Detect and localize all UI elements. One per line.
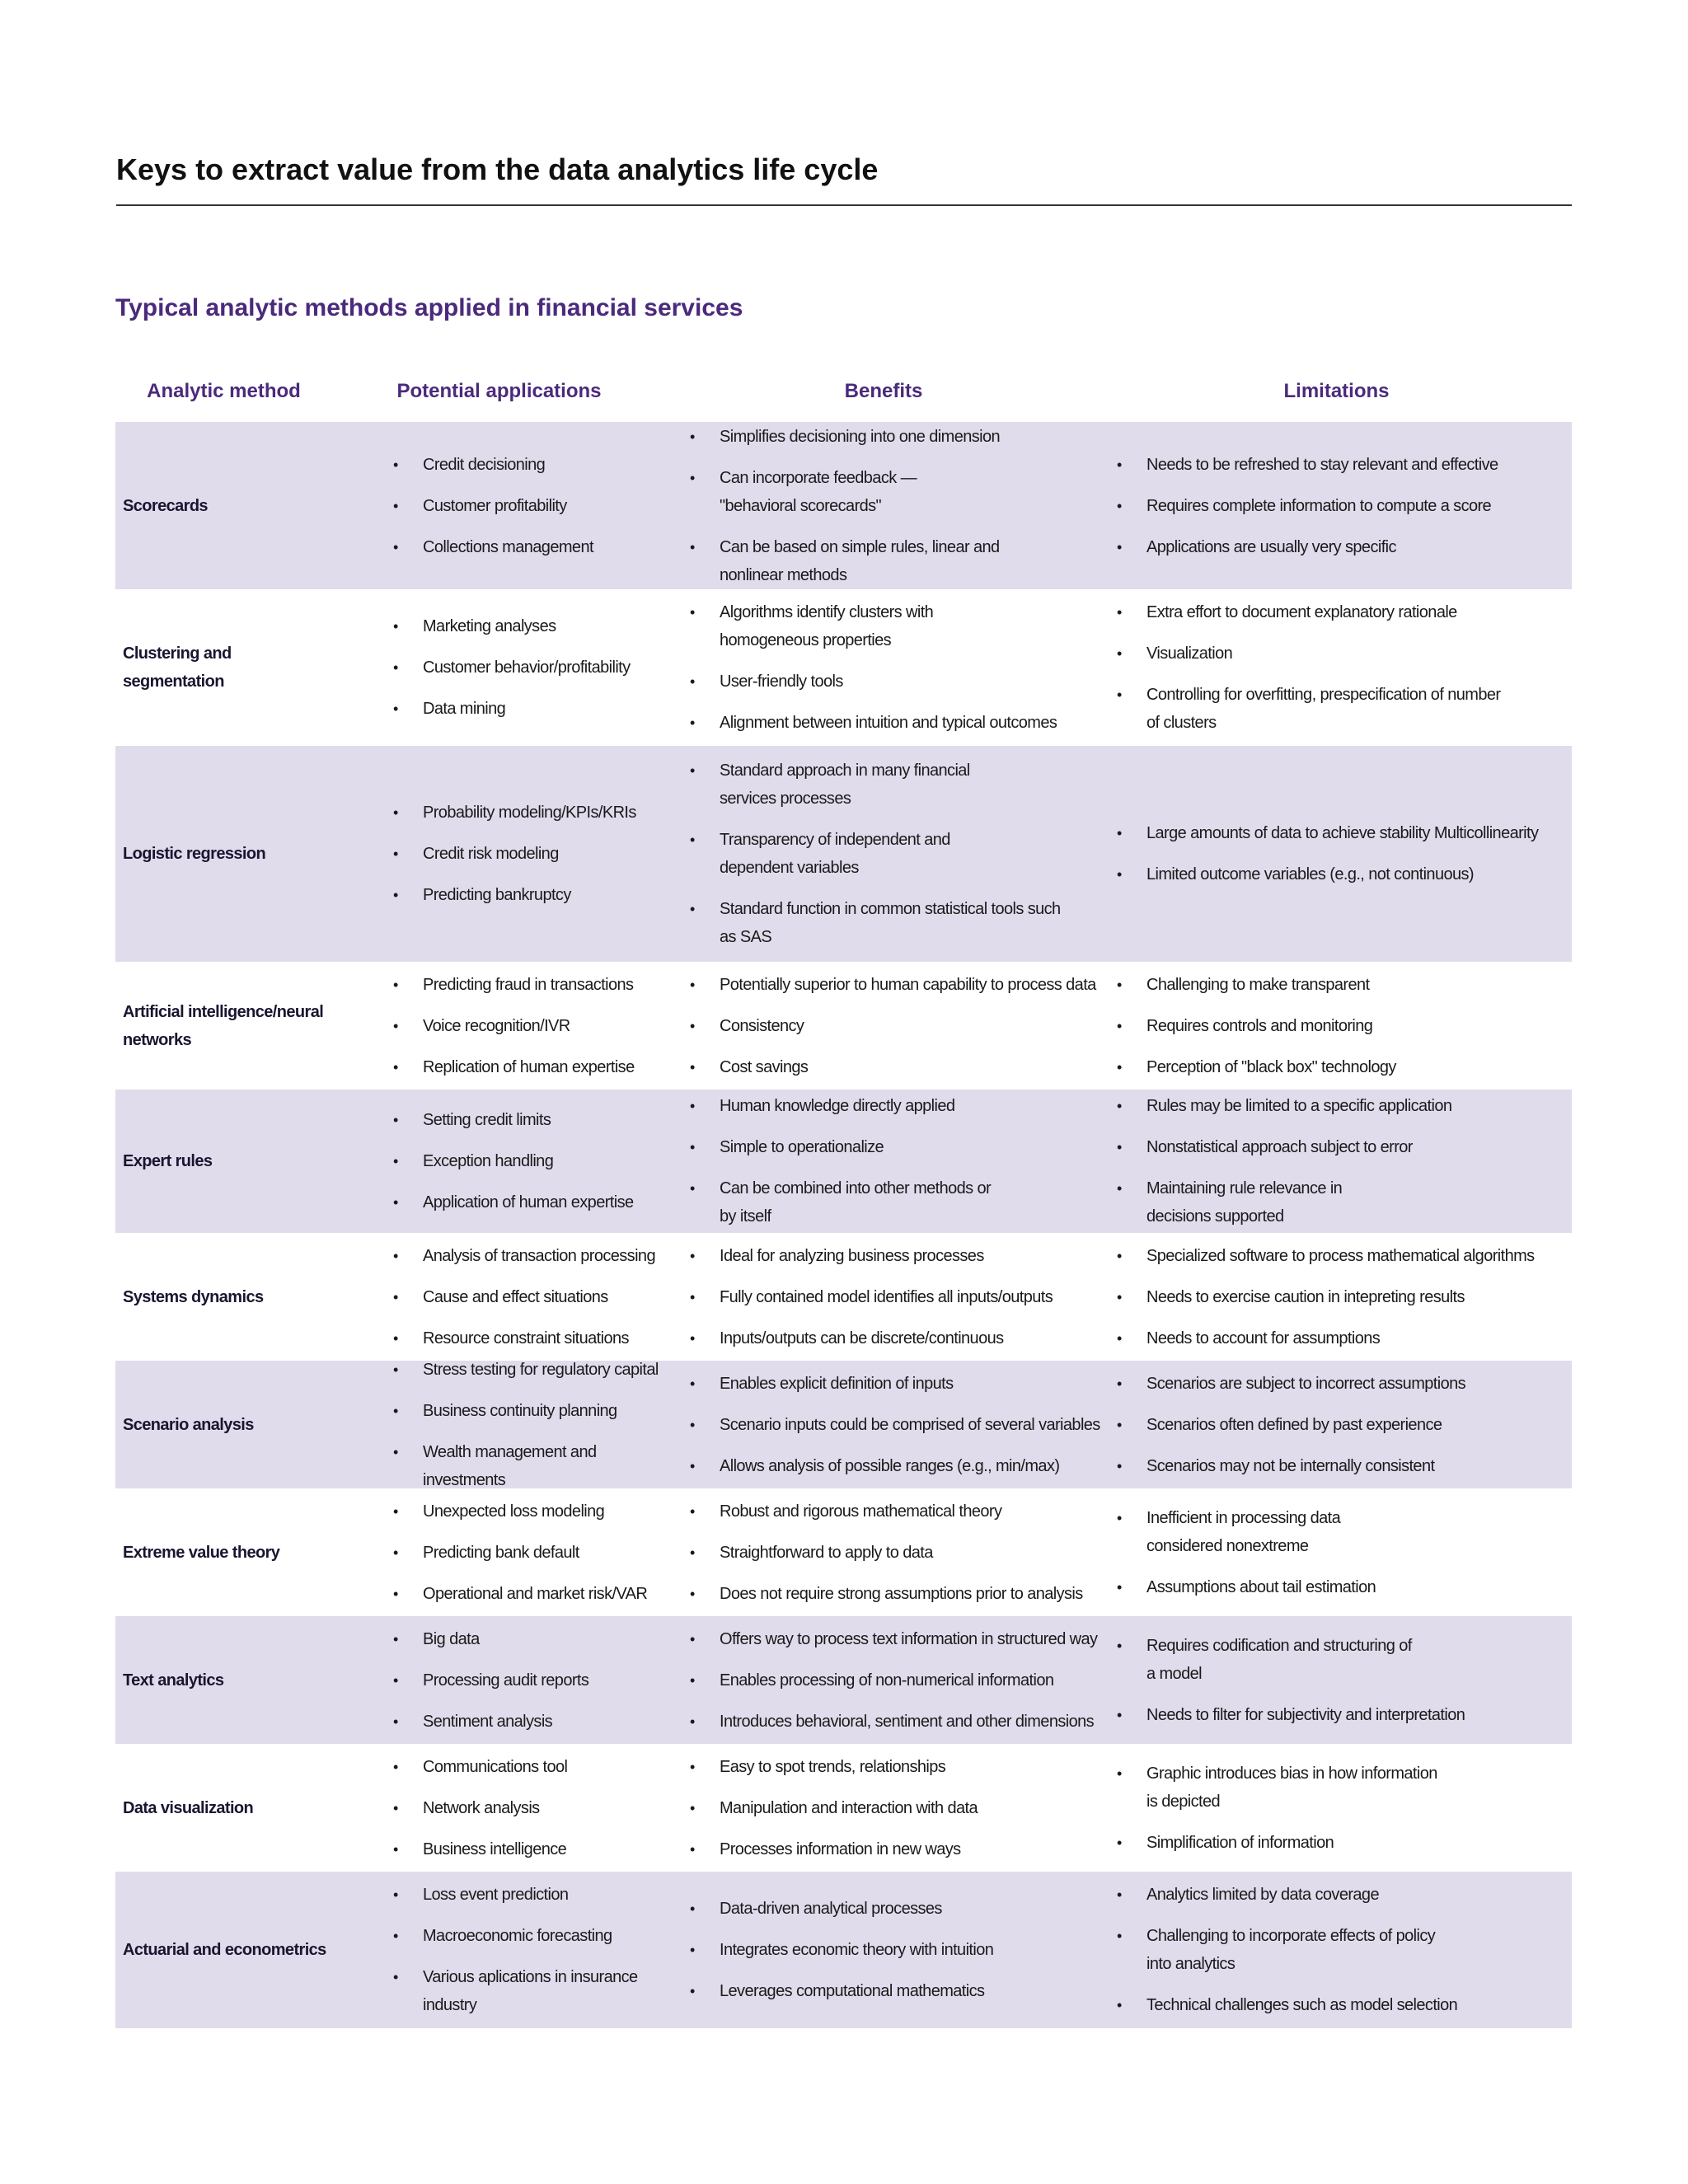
limitation-list-cell [1101,819,1572,888]
table-header [115,361,1572,422]
benefit-item: • Simple to operationalize [720,1133,1101,1161]
benefit-item: • Robust and rigorous mathematical theory [720,1497,1101,1526]
table-row [115,1616,1572,1744]
application-item: • Replication of human expertise [423,1053,666,1081]
benefit-item: • Standard approach in many financial services processes [720,757,1101,813]
benefit-list-cell [666,1242,1101,1352]
application-list [332,612,666,723]
limitation-list-cell [1101,598,1572,737]
limitation-item: • Nonstatistical approach subject to error [1146,1133,1572,1161]
benefit-item: • Manipulation and interaction with data [720,1794,1101,1822]
limitation-item: • Analytics limited by data coverage [1146,1881,1572,1909]
limitation-item: • Inefficient in processing data considered nonextreme [1146,1504,1572,1560]
limitation-list [1101,1632,1572,1729]
application-item: • Collections management [423,533,666,561]
limitation-item: • Scenarios may not be internally consistent [1146,1452,1572,1480]
limitation-item: • Rules may be limited to a specific application [1146,1092,1572,1120]
limitation-list [1101,598,1572,737]
table-row [115,746,1572,962]
limitation-item: • Scenarios are subject to incorrect assumptions [1146,1370,1572,1398]
limitation-list-cell [1101,1760,1572,1857]
benefit-item: • Enables explicit definition of inputs [720,1370,1101,1398]
methods-table [115,361,1572,2028]
method-name: Extreme value theory [123,1543,280,1562]
limitation-item: • Challenging to incorporate effects of policy into analytics [1146,1922,1572,1978]
table-row [115,1361,1572,1488]
limitation-item: • Limited outcome variables (e.g., not continuous) [1146,860,1572,888]
application-item: • Unexpected loss modeling [423,1497,666,1526]
benefit-list [666,423,1101,589]
application-item: • Business intelligence [423,1835,666,1863]
application-item: • Marketing analyses [423,612,666,640]
benefit-list-cell [666,1625,1101,1736]
table-row [115,1233,1572,1361]
limitation-list-cell [1101,1092,1572,1230]
limitation-item: • Needs to exercise caution in intepreting results [1146,1283,1572,1311]
application-list [332,1753,666,1863]
column-header-benefits: Benefits [844,380,923,402]
benefit-list [666,1753,1101,1863]
benefit-item: • Fully contained model identifies all inputs/outputs [720,1283,1101,1311]
limitation-list [1101,1760,1572,1857]
limitation-item: • Scenarios often defined by past experience [1146,1411,1572,1439]
benefit-item: • Allows analysis of possible ranges (e.g., min/max) [720,1452,1101,1480]
benefit-list-cell [666,971,1101,1081]
limitation-list [1101,971,1572,1081]
table-body [115,422,1572,2028]
application-item: • Loss event prediction [423,1881,666,1909]
limitation-item: • Requires controls and monitoring [1146,1012,1572,1040]
column-header-limitations: Limitations [1283,380,1390,402]
application-item: • Credit decisioning [423,451,666,479]
benefit-item: • Can incorporate feedback — "behavioral scorecards" [720,464,1101,520]
column-header-method: Analytic method [147,380,301,402]
table-row [115,589,1572,746]
application-item: • Macroeconomic forecasting [423,1922,666,1950]
table-row [115,1744,1572,1872]
limitation-item: • Assumptions about tail estimation [1146,1573,1572,1601]
benefit-item: • Integrates economic theory with intuition [720,1936,1101,1964]
limitation-item: • Requires codification and structuring of a model [1146,1632,1572,1688]
limitation-item: • Perception of "black box" technology [1146,1053,1572,1081]
limitation-item: • Extra effort to document explanatory rationale [1146,598,1572,626]
table-row [115,1488,1572,1616]
method-name: Text analytics [123,1671,224,1690]
benefit-item: • Leverages computational mathematics [720,1977,1101,2005]
application-item: • Communications tool [423,1753,666,1781]
method-name: Artificial intelligence/neural networks [123,1002,324,1049]
method-name: Scenario analysis [123,1415,254,1434]
application-item: • Cause and effect situations [423,1283,666,1311]
benefit-list [666,1242,1101,1352]
limitation-list-cell [1101,1242,1572,1352]
application-list-cell [332,799,666,909]
limitation-item: • Large amounts of data to achieve stability Multicollinearity [1146,819,1572,847]
benefit-list-cell [666,1497,1101,1608]
application-list [332,971,666,1081]
benefit-list [666,1092,1101,1230]
benefit-list [666,757,1101,951]
benefit-list [666,1895,1101,2005]
application-item: • Operational and market risk/VAR [423,1580,666,1608]
limitation-item: • Controlling for overfitting, prespecification of number of clusters [1146,681,1572,737]
benefit-item: • Transparency of independent and dependent variables [720,826,1101,882]
application-item: • Predicting bank default [423,1539,666,1567]
benefit-item: • Easy to spot trends, relationships [720,1753,1101,1781]
benefit-item: • Inputs/outputs can be discrete/continuous [720,1324,1101,1352]
application-item: • Predicting bankruptcy [423,881,666,909]
table-row [115,1090,1572,1233]
table-row [115,422,1572,589]
application-list-cell [332,1625,666,1736]
limitation-item: • Specialized software to process mathematical algorithms [1146,1242,1572,1270]
benefit-item: • Standard function in common statistical tools such as SAS [720,895,1101,951]
application-item: • Exception handling [423,1147,666,1175]
application-item: • Customer behavior/profitability [423,654,666,682]
application-item: • Credit risk modeling [423,840,666,868]
method-name: Data visualization [123,1798,254,1817]
benefit-item: • Straightforward to apply to data [720,1539,1101,1567]
limitation-item: • Applications are usually very specific [1146,533,1572,561]
limitation-list [1101,819,1572,888]
method-name: Clustering and segmentation [123,644,232,691]
column-header-applications: Potential applications [396,380,602,402]
application-item: • Customer profitability [423,492,666,520]
application-list [332,1497,666,1608]
benefit-item: • Ideal for analyzing business processes [720,1242,1101,1270]
benefit-list [666,1370,1101,1480]
benefit-list-cell [666,1895,1101,2005]
limitation-item: • Graphic introduces bias in how information is depicted [1146,1760,1572,1816]
benefit-list-cell [666,1092,1101,1230]
benefit-list-cell [666,1753,1101,1863]
limitation-list-cell [1101,1370,1572,1480]
limitation-item: • Needs to account for assumptions [1146,1324,1572,1352]
application-list-cell [332,1497,666,1608]
application-list [332,799,666,909]
benefit-item: • Enables processing of non-numerical information [720,1666,1101,1694]
application-list [332,1242,666,1352]
benefit-list-cell [666,757,1101,951]
application-list [332,451,666,561]
benefit-item: • Human knowledge directly applied [720,1092,1101,1120]
limitation-item: • Technical challenges such as model selection [1146,1991,1572,2019]
benefit-item: • Cost savings [720,1053,1101,1081]
limitation-list [1101,1242,1572,1352]
table-row [115,1872,1572,2028]
application-list-cell [332,1881,666,2019]
limitation-list-cell [1101,1632,1572,1729]
application-list-cell [332,612,666,723]
benefit-item: • Introduces behavioral, sentiment and other dimensions [720,1708,1101,1736]
limitation-item: • Needs to be refreshed to stay relevant and effective [1146,451,1572,479]
application-item: • Resource constraint situations [423,1324,666,1352]
method-name: Scorecards [123,496,208,515]
benefit-item: • Consistency [720,1012,1101,1040]
benefit-list-cell [666,1370,1101,1480]
application-item: • Processing audit reports [423,1666,666,1694]
benefit-item: • Alignment between intuition and typical outcomes [720,709,1101,737]
limitation-list-cell [1101,1504,1572,1601]
benefit-list [666,1497,1101,1608]
method-name: Systems dynamics [123,1287,264,1306]
application-item: • Setting credit limits [423,1106,666,1134]
limitation-list-cell [1101,971,1572,1081]
application-item: • Wealth management and investments [423,1438,666,1494]
limitation-list [1101,451,1572,561]
application-list-cell [332,1356,666,1494]
benefit-item: • Potentially superior to human capability to process data [720,971,1101,999]
application-item: • Application of human expertise [423,1188,666,1216]
application-item: • Voice recognition/IVR [423,1012,666,1040]
application-item: • Big data [423,1625,666,1653]
benefit-item: • Processes information in new ways [720,1835,1101,1863]
limitation-list [1101,1370,1572,1480]
benefit-item: • Does not require strong assumptions prior to analysis [720,1580,1101,1608]
benefit-item: • Offers way to process text information in structured way [720,1625,1101,1653]
benefit-item: • Algorithms identify clusters with homogeneous properties [720,598,1101,654]
limitation-item: • Challenging to make transparent [1146,971,1572,999]
application-list [332,1356,666,1494]
limitation-list [1101,1504,1572,1601]
benefit-item: • User-friendly tools [720,668,1101,696]
application-list-cell [332,971,666,1081]
benefit-list-cell [666,598,1101,737]
application-item: • Probability modeling/KPIs/KRIs [423,799,666,827]
application-list-cell [332,1242,666,1352]
page-title: Keys to extract value from the data analytics life cycle [116,152,879,186]
application-item: • Predicting fraud in transactions [423,971,666,999]
application-item: • Sentiment analysis [423,1708,666,1736]
application-list-cell [332,1753,666,1863]
application-item: • Stress testing for regulatory capital [423,1356,666,1384]
limitation-item: • Needs to filter for subjectivity and interpretation [1146,1701,1572,1729]
limitation-list-cell [1101,1881,1572,2019]
limitation-list-cell [1101,451,1572,561]
application-item: • Various aplications in insurance industry [423,1963,666,2019]
limitation-item: • Simplification of information [1146,1829,1572,1857]
limitation-list [1101,1092,1572,1230]
table-row [115,962,1572,1090]
application-list [332,1625,666,1736]
benefit-item: • Can be combined into other methods or by itself [720,1174,1101,1230]
limitation-list [1101,1881,1572,2019]
limitation-item: • Visualization [1146,640,1572,668]
benefit-item: • Simplifies decisioning into one dimension [720,423,1101,451]
application-list [332,1106,666,1216]
limitation-item: • Requires complete information to compute a score [1146,492,1572,520]
application-list-cell [332,451,666,561]
application-list-cell [332,1106,666,1216]
benefit-item: • Scenario inputs could be comprised of several variables [720,1411,1101,1439]
application-item: • Data mining [423,695,666,723]
method-name: Logistic regression [123,845,266,863]
benefit-list [666,1625,1101,1736]
benefit-list [666,971,1101,1081]
header-divider [116,204,1572,206]
method-name: Expert rules [123,1152,213,1170]
application-item: • Analysis of transaction processing [423,1242,666,1270]
benefit-item: • Data-driven analytical processes [720,1895,1101,1923]
page-header [116,147,1572,206]
section-title: Typical analytic methods applied in financial services [115,294,743,321]
benefit-list [666,598,1101,737]
limitation-item: • Maintaining rule relevance in decisions supported [1146,1174,1572,1230]
benefit-list-cell [666,423,1101,589]
method-name: Actuarial and econometrics [123,1941,326,1959]
application-item: • Network analysis [423,1794,666,1822]
benefit-item: • Can be based on simple rules, linear and nonlinear methods [720,533,1101,589]
application-item: • Business continuity planning [423,1397,666,1425]
application-list [332,1881,666,2019]
